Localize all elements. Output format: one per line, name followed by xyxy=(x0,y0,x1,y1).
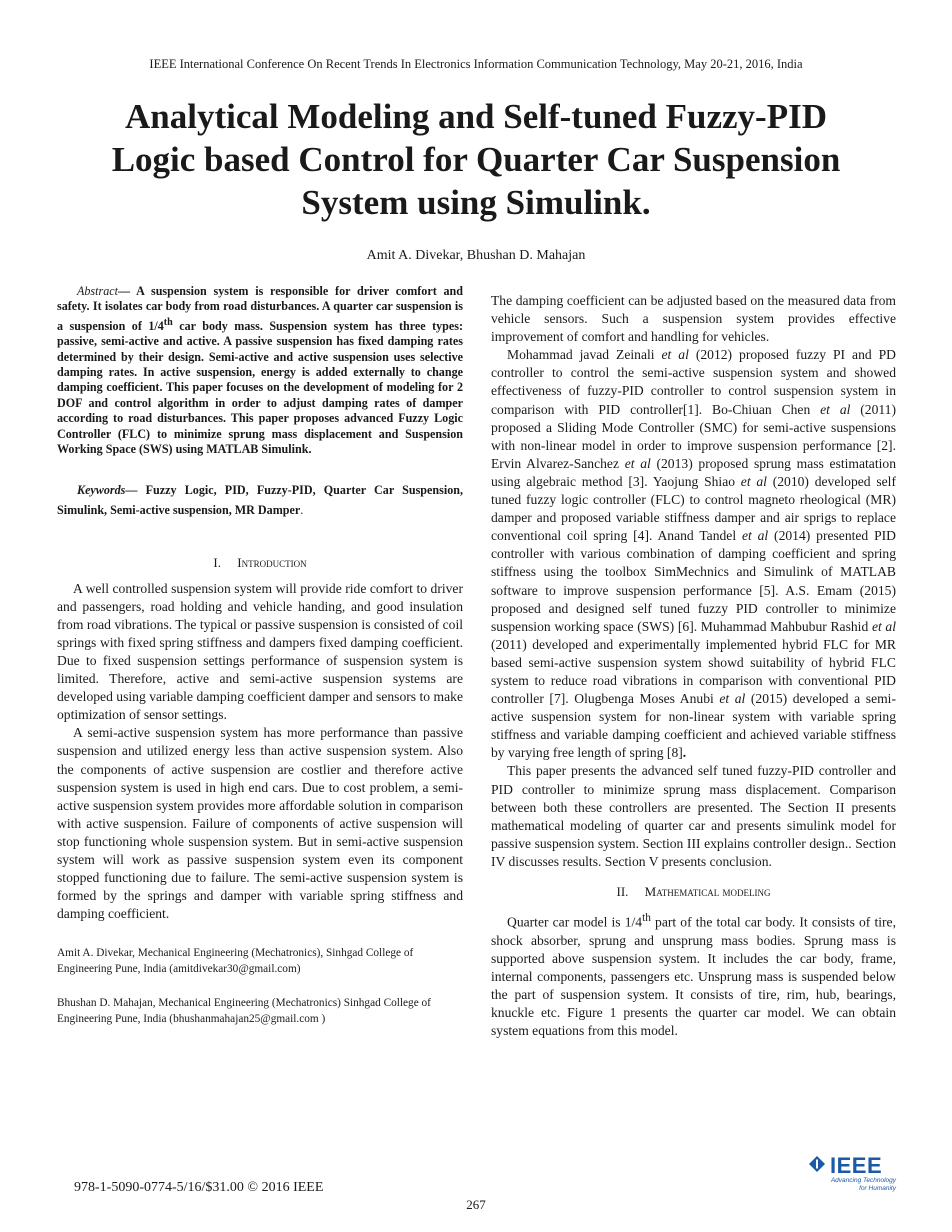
section-number: I. xyxy=(213,554,221,570)
title-line: Analytical Modeling and Self-tuned Fuzzy-PID xyxy=(125,97,827,136)
intro-paragraph: A semi-active suspension system has more performance than passive suspension and utilized energy less than active suspension system. Also the components of active suspension are costlier and therefore active suspension system is used in high end cars. Due to cost problem, a semi- active suspension system provides more affordable solution in comparison with active suspension. Failure of components of active suspension will stop functioning whole suspension system. But in semi-active suspension system will work as passive suspension system even its component stopped functioning due to failure. The semi-active suspension system is formed by the springs and damper with variable spring stiffness and damping coefficient. xyxy=(57,725,463,922)
ieee-diamond-icon xyxy=(809,1156,825,1172)
abstract xyxy=(57,284,463,458)
ieee-logo xyxy=(806,1153,896,1195)
keywords-text: — Fuzzy Logic, PID, Fuzzy-PID, Quarter Car Suspension, Simulink, Semi-active suspension, MR Damper xyxy=(57,482,463,517)
text-run: . xyxy=(682,745,687,761)
text-run: Mohammad javad Zeinali xyxy=(507,347,662,363)
author-footnote: Amit A. Divekar, Mechanical Engineering (Mechatronics), Sinhgad College of Engineering Pune, India (amitdivekar30@gmail.com) xyxy=(57,947,414,976)
et-al: et al xyxy=(740,473,767,489)
title-line: Logic based Control for Quarter Car Suspension xyxy=(111,140,841,179)
text-run: (2010) developed self tuned fuzzy logic controller (FLC) to control magneto rheological (MR) damper and proposed variable stiffness damper and air sprigs to replace conventional coil spring [4]. Anand Tandel xyxy=(491,473,896,544)
body-paragraph xyxy=(491,909,896,1040)
paper-title xyxy=(60,95,892,224)
text-run: (2014) presented PID controller with various combination of damping coefficient and spring stiffness using the toolbox SimMechnics and Simulink of MATLAB software to improve suspension performance [5]. A.S. Emam (2015) proposed and designed self tuned fuzzy PID controller to minimize suspension working space (SWS) [6]. Muhammad Mahbubur Rashid xyxy=(491,528,896,634)
right-column xyxy=(491,292,896,1040)
related-work-paragraph xyxy=(491,346,896,762)
logo-tagline xyxy=(810,1177,896,1192)
section-heading-modeling xyxy=(491,883,896,901)
conference-header: IEEE International Conference On Recent Trends In Electronics Information Communication Technology, May 20-21, 2016, India xyxy=(149,57,803,71)
page-number: 267 xyxy=(466,1197,486,1212)
logo-wordmark: IEEE xyxy=(830,1153,883,1178)
abstract-text: A suspension system is responsible for driver comfort and safety. It isolates car body from road disturbances. A quarter car suspension is a suspension of 1/4 xyxy=(57,284,463,333)
et-al: et al xyxy=(624,455,651,471)
abstract-dash: — xyxy=(117,284,137,298)
section-number: II. xyxy=(616,884,629,899)
text-run: part of the total car body. It consists of tire, shock absorber, sprung and unsprung mass bodies. Sprung mass is supported above suspension system. It includes the car body, frame, internal components, passengers etc. Unsprung mass is suspended below the part of suspension system. It consists of tire, rim, hub, bearings, knuckle etc. Figure 1 presents the quarter car model. We can obtain system equations from this model. xyxy=(491,914,896,1039)
et-al: et al xyxy=(820,401,851,417)
text-run: (2011) proposed a Sliding Mode Controller (SMC) for semi-active suspensions with non-linear model in order to improve suspension performance [2]. Ervin Alvarez-Sanchez xyxy=(491,401,896,471)
et-al: et al xyxy=(661,347,689,363)
text-run: (2015) developed a semi-active suspension system for non-linear system with variable spring stiffness and variable damping coefficient and achieved variable stiffness by varying free length of spring [8] xyxy=(491,691,896,761)
text-run: (2013) proposed sprung mass estimatation using algebraic method [3]. Yaojung Shiao xyxy=(491,455,896,489)
abstract-label: Abstract xyxy=(77,284,118,298)
title-line: System using Simulink. xyxy=(301,183,651,222)
body-paragraph: This paper presents the advanced self tuned fuzzy-PID controller and PID controller to minimize sprung mass displacement. Comparison between both these controllers are presented. The Section II presents mathematical modeling of quarter car and presents simulink model for passive suspension system. Section III explains controller design.. Section IV discusses results. Section V presents conclusion. xyxy=(491,763,896,869)
keywords-label: Keywords xyxy=(77,482,126,497)
et-al: et al xyxy=(741,528,769,544)
body-paragraph: The damping coefficient can be adjusted based on the measured data from vehicle sensors. Such a suspension system provides effective improvement of comfort and handling for vehicles. xyxy=(491,293,896,345)
section-title: Introduction xyxy=(237,554,307,570)
section-title: Mathematical modeling xyxy=(644,884,771,899)
text-run: (2011) developed and experimentally implemented hybrid FLC for MR based semi-active suspension system showd suitability of hybrid FLC system to reduce road vibrations in comparison with conventional PID controller [7]. Olugbenga Moses Anubi xyxy=(491,636,896,707)
keywords-end: . xyxy=(300,502,304,517)
abstract-text-cont: car body mass. Suspension system has three types: passive, semi-active and active. A passive suspension has fixed damping rates determined by their design. Semi-active and active suspension uses selective damping rates. In active suspension, energy is added externally to change damping coefficient. This paper focuses on the development of modeling for 2 DOF and control algorithm in order to adjust damping rates of damper according to road disturbances. This paper proposes advanced Fuzzy Logic Controller (FLC) to minimize sprung mass displacement and Suspension Working Space (SWS) using MATLAB Simulink. xyxy=(57,318,463,457)
author-footnote: Bhushan D. Mahajan, Mechanical Engineering (Mechatronics) Sinhgad College of Engineering Pune, India (bhushanmahajan25@gmail.com ) xyxy=(57,997,431,1026)
text-run: Quarter car model is 1/4 xyxy=(507,914,643,930)
isbn-copyright: 978-1-5090-0774-5/16/$31.00 © 2016 IEEE xyxy=(74,1180,324,1195)
logo-tagline-line: Advancing Technology xyxy=(830,1177,896,1184)
logo-tagline-line: for Humanity xyxy=(859,1184,896,1192)
superscript: th xyxy=(642,912,651,925)
et-al: et al xyxy=(719,691,746,707)
et-al: et al xyxy=(871,618,896,634)
keywords xyxy=(57,480,463,520)
left-column xyxy=(57,284,463,1027)
section-heading-introduction xyxy=(57,554,463,572)
authors: Amit A. Divekar, Bhushan D. Mahajan xyxy=(366,248,586,263)
superscript: th xyxy=(163,316,173,328)
intro-paragraph: A well controlled suspension system will provide ride comfort to driver and passengers, road holding and vehicle handing, and good insulation from road vibrations. The typical or passive suspension is consisted of coil springs with fixed spring stiffness and dampers fixed damping coefficient. Due to fixed suspension settings performance of suspension system is limited. Therefore, active and semi-active suspension systems are developed using variable damping coefficient damper and sensors to make optimization of sensor settings. xyxy=(57,580,463,723)
text-run: (2012) proposed fuzzy PI and PD controller to control the semi-active suspension system and showed effectiveness of fuzzy-PID controller to control suspension system in comparison with PID controller[1]. Bo-Chiuan Chen xyxy=(491,347,896,417)
